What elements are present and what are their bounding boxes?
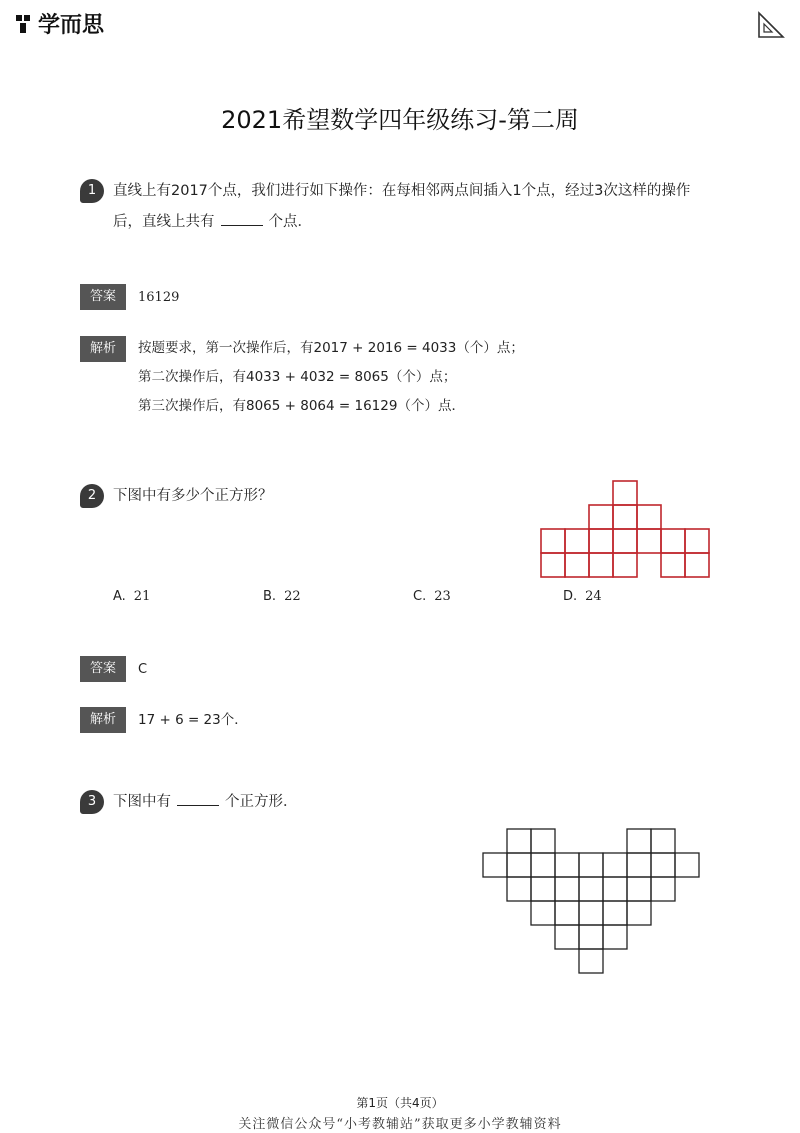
question-1-line2: 后，直线上共有 个点． (113, 207, 773, 238)
answer-tag: 答案 (80, 656, 126, 682)
grid-square (627, 853, 651, 877)
grid-square (531, 853, 555, 877)
ruler-triangle-icon (756, 10, 786, 40)
grid-square (507, 829, 531, 853)
grid-square (637, 529, 661, 553)
grid-square (603, 853, 627, 877)
question-2-analysis: 17 + 6 = 23个． (138, 712, 248, 728)
grid-square (579, 901, 603, 925)
grid-square (579, 877, 603, 901)
grid-square (541, 553, 565, 577)
question-number: 2 (80, 484, 104, 508)
grid-square (627, 829, 651, 853)
grid-square (565, 529, 589, 553)
grid-square (661, 553, 685, 577)
grid-square (579, 925, 603, 949)
option-c: C. 23 (413, 589, 451, 604)
grid-square (579, 949, 603, 973)
analysis-tag: 解析 (80, 707, 126, 733)
grid-square (651, 877, 675, 901)
grid-square (531, 829, 555, 853)
answer-tag: 答案 (80, 284, 126, 310)
option-b: B. 22 (263, 589, 301, 604)
question-2-figure (540, 480, 715, 582)
grid-square (555, 901, 579, 925)
grid-square (589, 529, 613, 553)
grid-square (651, 853, 675, 877)
analysis-line: 按题要求，第一次操作后，有2017 + 2016 = 4033（个）点； (138, 340, 524, 356)
grid-square (685, 529, 709, 553)
analysis-tag: 解析 (80, 336, 126, 362)
analysis-line: 第三次操作后，有8065 + 8064 = 16129（个）点． (138, 398, 465, 414)
grid-square (531, 877, 555, 901)
question-2-text: 下图中有多少个正方形？ (113, 488, 273, 504)
question-1-analysis (138, 334, 758, 421)
grid-square (603, 925, 627, 949)
answer-blank (221, 211, 263, 226)
analysis-line: 第二次操作后，有4033 + 4032 = 8065（个）点； (138, 369, 457, 385)
question-3-text: 下图中有 个正方形． (113, 787, 298, 818)
question-1-answer: 16129 (138, 290, 180, 305)
grid-square (507, 877, 531, 901)
question-2-answer: C (138, 662, 148, 677)
brand-logo (14, 8, 104, 39)
grid-square (613, 481, 637, 505)
logo-text: 学而思 (38, 13, 105, 38)
question-number: 3 (80, 790, 104, 814)
grid-square (603, 901, 627, 925)
grid-square (555, 925, 579, 949)
grid-square (555, 877, 579, 901)
question-1-line1: 直线上有2017个点，我们进行如下操作：在每相邻两点间插入1个点，经过3次这样的操作 (113, 183, 691, 199)
grid-square (613, 553, 637, 577)
grid-square (675, 853, 699, 877)
answer-blank (177, 791, 219, 806)
page-title: 2021希望数学四年级练习-第二周 (221, 106, 579, 134)
grid-square (589, 505, 613, 529)
grid-square (541, 529, 565, 553)
grid-square (637, 505, 661, 529)
logo-mark-icon (14, 13, 34, 35)
grid-square (651, 829, 675, 853)
question-number: 1 (80, 179, 104, 203)
grid-square (661, 529, 685, 553)
grid-square (685, 553, 709, 577)
grid-square (603, 877, 627, 901)
option-d: D. 24 (563, 589, 602, 604)
grid-square (507, 853, 531, 877)
grid-square (589, 553, 613, 577)
grid-square (613, 529, 637, 553)
option-a: A. 21 (113, 589, 151, 604)
page-number: 第1页（共4页） (356, 1096, 444, 1110)
question-1-text (113, 176, 773, 238)
grid-square (627, 877, 651, 901)
grid-square (483, 853, 507, 877)
grid-square (555, 853, 579, 877)
grid-square (613, 505, 637, 529)
footer-note: 关注微信公众号“小考教辅站”获取更多小学教辅资料 (238, 1117, 562, 1132)
grid-square (579, 853, 603, 877)
grid-square (565, 553, 589, 577)
question-3-figure (482, 828, 704, 976)
grid-square (627, 901, 651, 925)
grid-square (531, 901, 555, 925)
